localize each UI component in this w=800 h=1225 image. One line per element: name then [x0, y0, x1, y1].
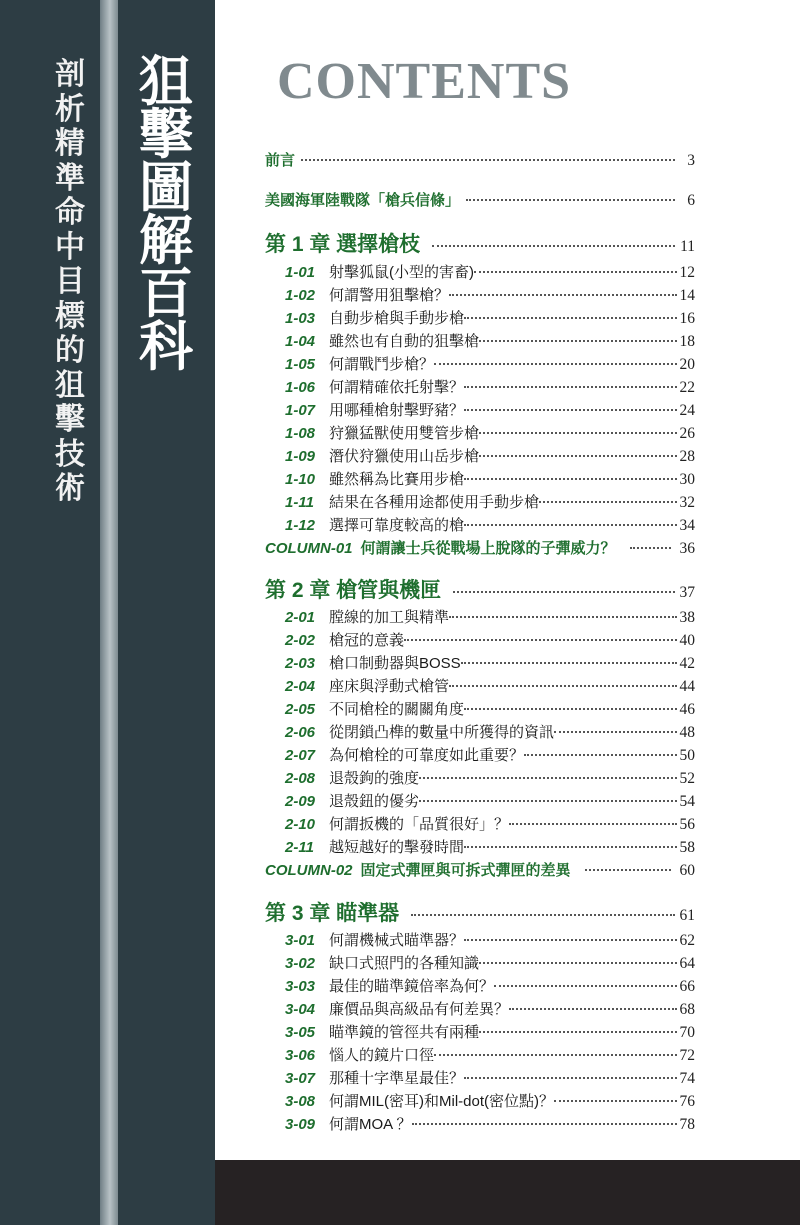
dot-leader	[453, 591, 675, 593]
page-number: 60	[679, 862, 695, 879]
entry-title: 何謂精確依托射擊？	[329, 379, 465, 396]
entry-number: 2-08	[285, 770, 316, 787]
entry-title: 何謂MIL(密耳)和Mil-dot(密位點)？	[329, 1093, 554, 1110]
page-number: 38	[679, 609, 695, 626]
page-number: 42	[679, 655, 695, 672]
dot-leader	[464, 939, 677, 941]
toc-entry[interactable]	[285, 1067, 695, 1088]
dot-leader	[474, 271, 677, 273]
dot-leader	[585, 869, 671, 871]
page-number: 18	[679, 333, 695, 350]
dot-leader	[432, 245, 675, 247]
entry-title: 結果在各種用途都使用手動步槍	[329, 494, 540, 511]
dot-leader	[449, 685, 677, 687]
dot-leader	[449, 616, 677, 618]
page-number: 70	[679, 1024, 695, 1041]
page-title: CONTENTS	[277, 53, 572, 110]
page-number: 56	[679, 816, 695, 833]
column-title: 何謂讓士兵從戰場上脫隊的子彈威力？	[360, 540, 616, 557]
entry-number: 3-05	[285, 1024, 316, 1041]
entry-number: 3-04	[285, 1001, 316, 1018]
page-number: 66	[679, 978, 695, 995]
page-number: 52	[679, 770, 695, 787]
entry-title: 座床與浮動式槍管	[329, 678, 450, 695]
dot-leader	[479, 1031, 677, 1033]
entry-number: 1-01	[285, 264, 316, 281]
entry-number: 3-01	[285, 932, 316, 949]
entry-title: 何謂機械式瞄準器？	[329, 932, 465, 949]
dot-leader	[464, 524, 677, 526]
spine-subtitle: 剖析精準命中目標的狙擊技術	[55, 57, 85, 506]
dot-leader	[509, 1008, 677, 1010]
toc-entry[interactable]	[285, 468, 695, 489]
entry-title: 越短越好的擊發時間	[329, 839, 465, 856]
entry-number: 1-09	[285, 448, 316, 465]
entry-title: 惱人的鏡片口徑	[329, 1047, 435, 1064]
page-number: 20	[679, 356, 695, 373]
page-number: 74	[679, 1070, 695, 1087]
toc-section[interactable]	[265, 149, 695, 170]
dot-leader	[494, 985, 677, 987]
page-number: 22	[679, 379, 695, 396]
chapter-heading[interactable]	[265, 574, 695, 604]
page-number: 34	[679, 517, 695, 534]
page-number: 44	[679, 678, 695, 695]
page-number: 68	[679, 1001, 695, 1018]
entry-title: 何謂警用狙擊槍？	[329, 287, 450, 304]
entry-title: 用哪種槍射擊野豬？	[329, 402, 465, 419]
page-number: 50	[679, 747, 695, 764]
dot-leader	[464, 708, 677, 710]
page-number: 62	[679, 932, 695, 949]
entry-number: 1-02	[285, 287, 316, 304]
toc-entry[interactable]	[285, 1090, 695, 1111]
entry-number: 2-05	[285, 701, 316, 718]
entry-number: 2-01	[285, 609, 316, 626]
column-label: COLUMN-01	[265, 540, 353, 557]
entry-number: 3-03	[285, 978, 316, 995]
entry-title: 潛伏狩獵使用山岳步槍	[329, 448, 480, 465]
page-number: 37	[679, 584, 695, 601]
toc-entry[interactable]	[285, 353, 695, 374]
entry-number: 2-04	[285, 678, 316, 695]
entry-number: 2-07	[285, 747, 316, 764]
toc-entry[interactable]	[285, 606, 695, 627]
entry-number: 1-03	[285, 310, 316, 327]
dot-leader	[434, 1054, 677, 1056]
dot-leader	[479, 962, 677, 964]
entry-number: 1-06	[285, 379, 316, 396]
dot-leader	[464, 478, 677, 480]
dot-leader	[461, 662, 677, 664]
chapter-heading[interactable]	[265, 228, 695, 258]
dot-leader	[554, 731, 677, 733]
dot-leader	[554, 1100, 677, 1102]
page-number: 14	[679, 287, 695, 304]
page-number: 26	[679, 425, 695, 442]
toc-entry[interactable]	[285, 929, 695, 950]
entry-title: 缺口式照門的各種知識	[329, 955, 480, 972]
page-number: 28	[679, 448, 695, 465]
toc-entry[interactable]	[285, 744, 695, 765]
page-number: 64	[679, 955, 695, 972]
toc-entry[interactable]	[285, 975, 695, 996]
dot-leader	[466, 199, 675, 201]
entry-title: 自動步槍與手動步槍	[329, 310, 465, 327]
entry-number: 1-08	[285, 425, 316, 442]
dot-leader	[419, 800, 677, 802]
entry-title: 雖然稱為比賽用步槍	[329, 471, 465, 488]
entry-number: 2-03	[285, 655, 316, 672]
spine-title: 狙擊圖解百科	[139, 50, 193, 378]
page-number: 36	[679, 540, 695, 557]
dot-leader	[411, 914, 675, 916]
dot-leader	[630, 547, 671, 549]
entry-number: 1-07	[285, 402, 316, 419]
entry-title: 槍冠的意義	[329, 632, 405, 649]
toc-entry[interactable]	[285, 491, 695, 512]
toc-entry[interactable]	[285, 952, 695, 973]
toc-entry[interactable]	[285, 445, 695, 466]
entry-title: 為何槍栓的可靠度如此重要？	[329, 747, 525, 764]
dot-leader	[464, 409, 677, 411]
entry-title: 狩獵猛獸使用雙管步槍	[329, 425, 480, 442]
page-number: 12	[679, 264, 695, 281]
entry-title: 何謂扳機的「品質很好」？	[329, 816, 510, 833]
dot-leader	[301, 159, 675, 161]
entry-title: 射擊狐鼠(小型的害畜)	[329, 264, 474, 281]
entry-number: 3-07	[285, 1070, 316, 1087]
chapter-heading[interactable]	[265, 897, 695, 927]
toc-entry[interactable]	[285, 836, 695, 857]
entry-number: 3-09	[285, 1116, 316, 1133]
entry-title: 膛線的加工與精準	[329, 609, 450, 626]
column-label: COLUMN-02	[265, 862, 353, 879]
page-number: 54	[679, 793, 695, 810]
column-entry[interactable]	[265, 859, 695, 880]
entry-title: 那種十字準星最佳？	[329, 1070, 465, 1087]
chapter-title: 第 1 章 選擇槍枝	[265, 233, 421, 256]
dot-leader	[524, 754, 677, 756]
column-entry[interactable]	[265, 537, 695, 558]
toc-entry[interactable]	[285, 1021, 695, 1042]
toc-entry[interactable]	[285, 790, 695, 811]
page-number: 30	[679, 471, 695, 488]
entry-title: 雖然也有自動的狙擊槍	[329, 333, 480, 350]
page-number: 16	[679, 310, 695, 327]
page-number: 32	[679, 494, 695, 511]
page-number: 46	[679, 701, 695, 718]
dot-leader	[419, 777, 677, 779]
toc-entry[interactable]	[285, 514, 695, 535]
toc-entry[interactable]	[285, 307, 695, 328]
section-title: 前言	[265, 152, 296, 169]
dot-leader	[412, 1123, 677, 1125]
toc-entry[interactable]	[285, 652, 695, 673]
dot-leader	[479, 432, 677, 434]
entry-title: 最佳的瞄準鏡倍率為何？	[329, 978, 495, 995]
page-number: 72	[679, 1047, 695, 1064]
entry-number: 1-11	[285, 494, 314, 511]
toc-entry[interactable]	[285, 721, 695, 742]
toc-entry[interactable]	[285, 813, 695, 834]
entry-title: 不同槍栓的關關角度	[329, 701, 465, 718]
page-number: 6	[687, 192, 695, 209]
entry-number: 1-04	[285, 333, 316, 350]
toc-entry[interactable]	[285, 376, 695, 397]
page-number: 78	[679, 1116, 695, 1133]
entry-number: 2-06	[285, 724, 316, 741]
dot-leader	[449, 294, 677, 296]
dot-leader	[539, 501, 677, 503]
chapter-title: 第 2 章 槍管與機匣	[265, 579, 442, 602]
dot-leader	[479, 455, 677, 457]
entry-number: 1-12	[285, 517, 316, 534]
entry-title: 槍口制動器與BOSS	[329, 655, 461, 672]
toc-entry[interactable]	[285, 261, 695, 282]
entry-number: 3-06	[285, 1047, 316, 1064]
dot-leader	[464, 1077, 677, 1079]
toc-entry[interactable]	[285, 629, 695, 650]
entry-number: 2-10	[285, 816, 316, 833]
toc-entry[interactable]	[285, 767, 695, 788]
page-number: 3	[687, 152, 695, 169]
dot-leader	[479, 340, 677, 342]
toc-entry[interactable]	[285, 675, 695, 696]
entry-title: 退殼鈕的優劣	[329, 793, 420, 810]
entry-number: 2-02	[285, 632, 316, 649]
dot-leader	[509, 823, 677, 825]
page-number: 40	[679, 632, 695, 649]
entry-title: 退殼鉤的強度	[329, 770, 420, 787]
page-number: 11	[680, 238, 695, 255]
toc-entry[interactable]	[285, 330, 695, 351]
page-number: 24	[679, 402, 695, 419]
toc-section[interactable]	[265, 189, 695, 210]
entry-number: 1-05	[285, 356, 316, 373]
entry-title: 何謂戰鬥步槍？	[329, 356, 435, 373]
page-number: 58	[679, 839, 695, 856]
dot-leader	[404, 639, 677, 641]
toc-entry[interactable]	[285, 284, 695, 305]
entry-title: 何謂MOA ？	[329, 1116, 412, 1133]
column-title: 固定式彈匣與可拆式彈匣的差異	[360, 862, 571, 879]
entry-number: 3-02	[285, 955, 316, 972]
chapter-title: 第 3 章 瞄準器	[265, 902, 400, 925]
dot-leader	[464, 846, 677, 848]
section-title: 美國海軍陸戰隊「槍兵信條」	[265, 192, 461, 209]
toc-entry[interactable]	[285, 1044, 695, 1065]
entry-number: 2-11	[285, 839, 314, 856]
dot-leader	[434, 363, 677, 365]
page-number: 61	[679, 907, 695, 924]
entry-title: 廉價品與高級品有何差異？	[329, 1001, 510, 1018]
toc-entry[interactable]	[285, 1113, 695, 1134]
bottom-band	[215, 1160, 800, 1225]
toc-entry[interactable]	[285, 998, 695, 1019]
toc-entry[interactable]	[285, 399, 695, 420]
page-number: 48	[679, 724, 695, 741]
page-number: 76	[679, 1093, 695, 1110]
entry-number: 1-10	[285, 471, 316, 488]
entry-title: 從閉鎖凸榫的數量中所獲得的資訊	[329, 724, 555, 741]
entry-number: 2-09	[285, 793, 316, 810]
toc-entry[interactable]	[285, 698, 695, 719]
entry-number: 3-08	[285, 1093, 316, 1110]
toc-entry[interactable]	[285, 422, 695, 443]
entry-title: 瞄準鏡的管徑共有兩種	[329, 1024, 480, 1041]
entry-title: 選擇可靠度較高的槍	[329, 517, 465, 534]
dot-leader	[464, 386, 677, 388]
dot-leader	[464, 317, 677, 319]
